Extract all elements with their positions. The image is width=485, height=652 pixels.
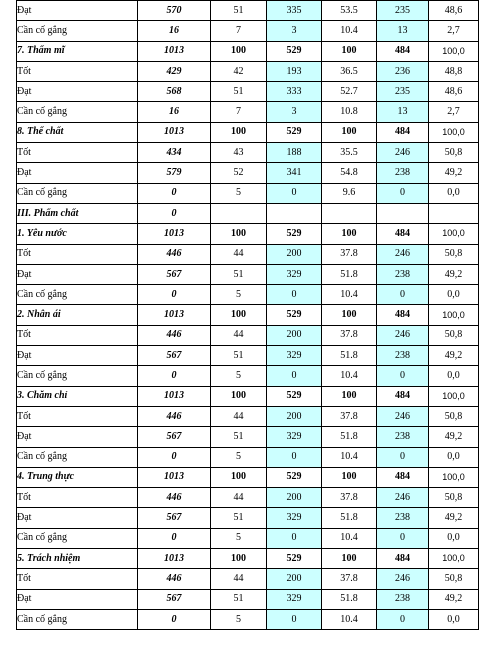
- school1-count-cell: 200: [267, 244, 322, 264]
- school2-percent-cell: 50,8: [429, 406, 479, 426]
- row-label: Đạt: [17, 1, 138, 21]
- school1-percent-cell: 10.4: [322, 366, 377, 386]
- total-cell: 16: [138, 102, 211, 122]
- table-row: [17, 609, 479, 629]
- row-label: Cần cố gắng: [17, 609, 138, 629]
- percent-cell: 100: [211, 467, 267, 487]
- school2-count-cell: 13: [377, 102, 429, 122]
- school2-count-cell: 246: [377, 143, 429, 163]
- row-label: Cần cố gắng: [17, 285, 138, 305]
- total-cell: 579: [138, 163, 211, 183]
- total-cell: 16: [138, 21, 211, 41]
- school1-percent-cell: 51.8: [322, 508, 377, 528]
- school2-percent-cell: 50,8: [429, 325, 479, 345]
- total-cell: 446: [138, 406, 211, 426]
- school1-count-cell: 0: [267, 183, 322, 203]
- school2-percent-cell: 0,0: [429, 528, 479, 548]
- percent-cell: 44: [211, 488, 267, 508]
- school2-percent-cell: 100,0: [429, 122, 479, 142]
- school2-percent-cell: 49,2: [429, 264, 479, 284]
- table-row: [17, 264, 479, 284]
- percent-cell: 100: [211, 386, 267, 406]
- table-row: [17, 82, 479, 102]
- school1-percent-cell: 51.8: [322, 589, 377, 609]
- total-cell: 567: [138, 427, 211, 447]
- school1-percent-cell: 100: [322, 549, 377, 569]
- school2-percent-cell: 49,2: [429, 427, 479, 447]
- school1-count-cell: 200: [267, 488, 322, 508]
- school1-count-cell: 193: [267, 61, 322, 81]
- school1-count-cell: 0: [267, 528, 322, 548]
- school2-percent-cell: 49,2: [429, 346, 479, 366]
- table-row: [17, 61, 479, 81]
- row-label: 5. Trách nhiệm: [17, 549, 138, 569]
- percent-cell: 100: [211, 549, 267, 569]
- table-row: [17, 569, 479, 589]
- row-label: Đạt: [17, 427, 138, 447]
- table-body: [17, 1, 479, 630]
- school1-percent-cell: 100: [322, 41, 377, 61]
- school1-count-cell: 341: [267, 163, 322, 183]
- school1-count-cell: 529: [267, 305, 322, 325]
- percent-cell: 51: [211, 508, 267, 528]
- school1-percent-cell: 100: [322, 122, 377, 142]
- school2-count-cell: 238: [377, 427, 429, 447]
- school2-count-cell: 0: [377, 609, 429, 629]
- percent-cell: 7: [211, 102, 267, 122]
- percent-cell: 100: [211, 224, 267, 244]
- school2-percent-cell: 48,6: [429, 82, 479, 102]
- row-label: Tốt: [17, 143, 138, 163]
- school1-percent-cell: 52.7: [322, 82, 377, 102]
- row-label: 4. Trung thực: [17, 467, 138, 487]
- total-cell: 446: [138, 244, 211, 264]
- total-cell: 446: [138, 569, 211, 589]
- school2-count-cell: 235: [377, 1, 429, 21]
- row-label: Cần cố gắng: [17, 102, 138, 122]
- percent-cell: 44: [211, 569, 267, 589]
- row-label: Đạt: [17, 589, 138, 609]
- school2-count-cell: 246: [377, 569, 429, 589]
- school1-percent-cell: 10.4: [322, 528, 377, 548]
- total-cell: 429: [138, 61, 211, 81]
- school1-percent-cell: [322, 203, 377, 223]
- total-cell: 567: [138, 589, 211, 609]
- school1-percent-cell: 10.4: [322, 447, 377, 467]
- row-label: Tốt: [17, 325, 138, 345]
- school1-count-cell: 200: [267, 569, 322, 589]
- school2-percent-cell: 100,0: [429, 305, 479, 325]
- school1-count-cell: 529: [267, 386, 322, 406]
- table-row: [17, 447, 479, 467]
- percent-cell: 5: [211, 609, 267, 629]
- total-cell: 1013: [138, 41, 211, 61]
- percent-cell: 5: [211, 528, 267, 548]
- school2-count-cell: 484: [377, 224, 429, 244]
- row-label: Đạt: [17, 163, 138, 183]
- school2-percent-cell: 0,0: [429, 366, 479, 386]
- school1-count-cell: [267, 203, 322, 223]
- school2-count-cell: 0: [377, 285, 429, 305]
- school1-percent-cell: 9.6: [322, 183, 377, 203]
- school2-percent-cell: [429, 203, 479, 223]
- row-label: Tốt: [17, 569, 138, 589]
- school1-percent-cell: 10.4: [322, 609, 377, 629]
- school2-percent-cell: 100,0: [429, 41, 479, 61]
- school1-count-cell: 529: [267, 549, 322, 569]
- school1-percent-cell: 37.8: [322, 488, 377, 508]
- school1-count-cell: 329: [267, 589, 322, 609]
- school1-count-cell: 529: [267, 41, 322, 61]
- table-row: [17, 346, 479, 366]
- school2-count-cell: 238: [377, 346, 429, 366]
- percent-cell: [211, 203, 267, 223]
- school2-count-cell: 246: [377, 488, 429, 508]
- school2-count-cell: 484: [377, 122, 429, 142]
- percent-cell: 51: [211, 346, 267, 366]
- school2-percent-cell: 2,7: [429, 21, 479, 41]
- row-label: 1. Yêu nước: [17, 224, 138, 244]
- school2-count-cell: 484: [377, 305, 429, 325]
- school2-count-cell: 236: [377, 61, 429, 81]
- school2-percent-cell: 50,8: [429, 143, 479, 163]
- row-label: Cần cố gắng: [17, 21, 138, 41]
- table-row: [17, 163, 479, 183]
- school2-percent-cell: 100,0: [429, 224, 479, 244]
- total-cell: 567: [138, 508, 211, 528]
- row-label: Đạt: [17, 346, 138, 366]
- school2-count-cell: 238: [377, 264, 429, 284]
- school1-count-cell: 0: [267, 609, 322, 629]
- percent-cell: 52: [211, 163, 267, 183]
- school2-percent-cell: 0,0: [429, 285, 479, 305]
- school2-count-cell: 0: [377, 528, 429, 548]
- school2-percent-cell: 48,8: [429, 61, 479, 81]
- school1-count-cell: 200: [267, 325, 322, 345]
- school2-count-cell: 13: [377, 21, 429, 41]
- school1-percent-cell: 10.4: [322, 285, 377, 305]
- percent-cell: 7: [211, 21, 267, 41]
- school1-percent-cell: 37.8: [322, 325, 377, 345]
- school2-count-cell: 0: [377, 447, 429, 467]
- school2-percent-cell: 48,6: [429, 1, 479, 21]
- school1-percent-cell: 100: [322, 305, 377, 325]
- table-row: [17, 143, 479, 163]
- school1-count-cell: 0: [267, 285, 322, 305]
- school2-percent-cell: 49,2: [429, 508, 479, 528]
- percent-cell: 100: [211, 41, 267, 61]
- table-row: [17, 528, 479, 548]
- school1-percent-cell: 37.8: [322, 569, 377, 589]
- table-row: [17, 427, 479, 447]
- school1-count-cell: 329: [267, 427, 322, 447]
- row-label: Tốt: [17, 61, 138, 81]
- assessment-table: [16, 0, 479, 630]
- school1-percent-cell: 100: [322, 386, 377, 406]
- total-cell: 1013: [138, 122, 211, 142]
- school1-count-cell: 333: [267, 82, 322, 102]
- category-row: [17, 41, 479, 61]
- total-cell: 0: [138, 609, 211, 629]
- percent-cell: 42: [211, 61, 267, 81]
- total-cell: 0: [138, 447, 211, 467]
- school1-percent-cell: 100: [322, 224, 377, 244]
- school2-count-cell: 0: [377, 183, 429, 203]
- percent-cell: 5: [211, 285, 267, 305]
- school2-percent-cell: 50,8: [429, 569, 479, 589]
- percent-cell: 51: [211, 427, 267, 447]
- school2-count-cell: 484: [377, 386, 429, 406]
- category-row: [17, 549, 479, 569]
- school2-percent-cell: 100,0: [429, 549, 479, 569]
- school1-percent-cell: 10.8: [322, 102, 377, 122]
- school2-count-cell: 484: [377, 467, 429, 487]
- total-cell: 434: [138, 143, 211, 163]
- total-cell: 0: [138, 203, 211, 223]
- school1-percent-cell: 53.5: [322, 1, 377, 21]
- school2-percent-cell: 100,0: [429, 467, 479, 487]
- row-label: Tốt: [17, 488, 138, 508]
- total-cell: 1013: [138, 224, 211, 244]
- school2-percent-cell: 2,7: [429, 102, 479, 122]
- total-cell: 1013: [138, 549, 211, 569]
- total-cell: 567: [138, 264, 211, 284]
- row-label: Cần cố gắng: [17, 183, 138, 203]
- school1-percent-cell: 10.4: [322, 21, 377, 41]
- total-cell: 1013: [138, 386, 211, 406]
- school1-percent-cell: 35.5: [322, 143, 377, 163]
- row-label: III. Phẩm chất: [17, 203, 138, 223]
- total-cell: 567: [138, 346, 211, 366]
- category-row: [17, 305, 479, 325]
- school2-percent-cell: 0,0: [429, 609, 479, 629]
- school2-count-cell: 0: [377, 366, 429, 386]
- school1-count-cell: 329: [267, 508, 322, 528]
- table-row: [17, 21, 479, 41]
- row-label: 2. Nhân ái: [17, 305, 138, 325]
- school1-count-cell: 529: [267, 122, 322, 142]
- row-label: Tốt: [17, 244, 138, 264]
- school2-count-cell: 484: [377, 41, 429, 61]
- total-cell: 1013: [138, 467, 211, 487]
- total-cell: 446: [138, 488, 211, 508]
- school1-count-cell: 188: [267, 143, 322, 163]
- school2-percent-cell: 100,0: [429, 386, 479, 406]
- total-cell: 568: [138, 82, 211, 102]
- category-row: [17, 224, 479, 244]
- school1-count-cell: 335: [267, 1, 322, 21]
- school1-percent-cell: 100: [322, 467, 377, 487]
- school2-percent-cell: 0,0: [429, 183, 479, 203]
- total-cell: 0: [138, 366, 211, 386]
- section-row: [17, 203, 479, 223]
- school2-count-cell: [377, 203, 429, 223]
- school2-count-cell: 246: [377, 406, 429, 426]
- school2-percent-cell: 0,0: [429, 447, 479, 467]
- school1-count-cell: 329: [267, 264, 322, 284]
- percent-cell: 44: [211, 325, 267, 345]
- percent-cell: 44: [211, 244, 267, 264]
- row-label: Cần cố gắng: [17, 366, 138, 386]
- total-cell: 0: [138, 285, 211, 305]
- row-label: Đạt: [17, 264, 138, 284]
- school2-count-cell: 238: [377, 508, 429, 528]
- category-row: [17, 467, 479, 487]
- row-label: 3. Chăm chỉ: [17, 386, 138, 406]
- percent-cell: 100: [211, 122, 267, 142]
- school1-count-cell: 3: [267, 21, 322, 41]
- row-label: Đạt: [17, 82, 138, 102]
- percent-cell: 100: [211, 305, 267, 325]
- table-row: [17, 366, 479, 386]
- school1-percent-cell: 51.8: [322, 427, 377, 447]
- table-row: [17, 589, 479, 609]
- table-row: [17, 1, 479, 21]
- school2-percent-cell: 50,8: [429, 244, 479, 264]
- percent-cell: 5: [211, 183, 267, 203]
- table-row: [17, 508, 479, 528]
- row-label: Cần cố gắng: [17, 447, 138, 467]
- school1-count-cell: 3: [267, 102, 322, 122]
- percent-cell: 5: [211, 366, 267, 386]
- percent-cell: 44: [211, 406, 267, 426]
- school1-count-cell: 329: [267, 346, 322, 366]
- percent-cell: 51: [211, 264, 267, 284]
- row-label: Đạt: [17, 508, 138, 528]
- school1-percent-cell: 51.8: [322, 346, 377, 366]
- school2-count-cell: 238: [377, 589, 429, 609]
- total-cell: 446: [138, 325, 211, 345]
- school1-count-cell: 0: [267, 366, 322, 386]
- percent-cell: 51: [211, 1, 267, 21]
- school2-count-cell: 235: [377, 82, 429, 102]
- school2-percent-cell: 49,2: [429, 163, 479, 183]
- school1-percent-cell: 36.5: [322, 61, 377, 81]
- percent-cell: 51: [211, 82, 267, 102]
- school1-percent-cell: 37.8: [322, 244, 377, 264]
- table-row: [17, 406, 479, 426]
- table-row: [17, 285, 479, 305]
- school1-count-cell: 529: [267, 467, 322, 487]
- row-label: Cần cố gắng: [17, 528, 138, 548]
- school1-count-cell: 0: [267, 447, 322, 467]
- percent-cell: 43: [211, 143, 267, 163]
- school2-count-cell: 484: [377, 549, 429, 569]
- total-cell: 0: [138, 183, 211, 203]
- school2-count-cell: 246: [377, 244, 429, 264]
- table-row: [17, 183, 479, 203]
- school1-count-cell: 529: [267, 224, 322, 244]
- school2-count-cell: 238: [377, 163, 429, 183]
- total-cell: 0: [138, 528, 211, 548]
- table-row: [17, 325, 479, 345]
- row-label: 8. Thể chất: [17, 122, 138, 142]
- total-cell: 1013: [138, 305, 211, 325]
- table-row: [17, 102, 479, 122]
- table-row: [17, 488, 479, 508]
- school1-percent-cell: 37.8: [322, 406, 377, 426]
- percent-cell: 51: [211, 589, 267, 609]
- percent-cell: 5: [211, 447, 267, 467]
- school2-count-cell: 246: [377, 325, 429, 345]
- category-row: [17, 122, 479, 142]
- category-row: [17, 386, 479, 406]
- school1-percent-cell: 54.8: [322, 163, 377, 183]
- school2-percent-cell: 49,2: [429, 589, 479, 609]
- row-label: 7. Thẩm mĩ: [17, 41, 138, 61]
- row-label: Tốt: [17, 406, 138, 426]
- school2-percent-cell: 50,8: [429, 488, 479, 508]
- total-cell: 570: [138, 1, 211, 21]
- school1-percent-cell: 51.8: [322, 264, 377, 284]
- table-row: [17, 244, 479, 264]
- school1-count-cell: 200: [267, 406, 322, 426]
